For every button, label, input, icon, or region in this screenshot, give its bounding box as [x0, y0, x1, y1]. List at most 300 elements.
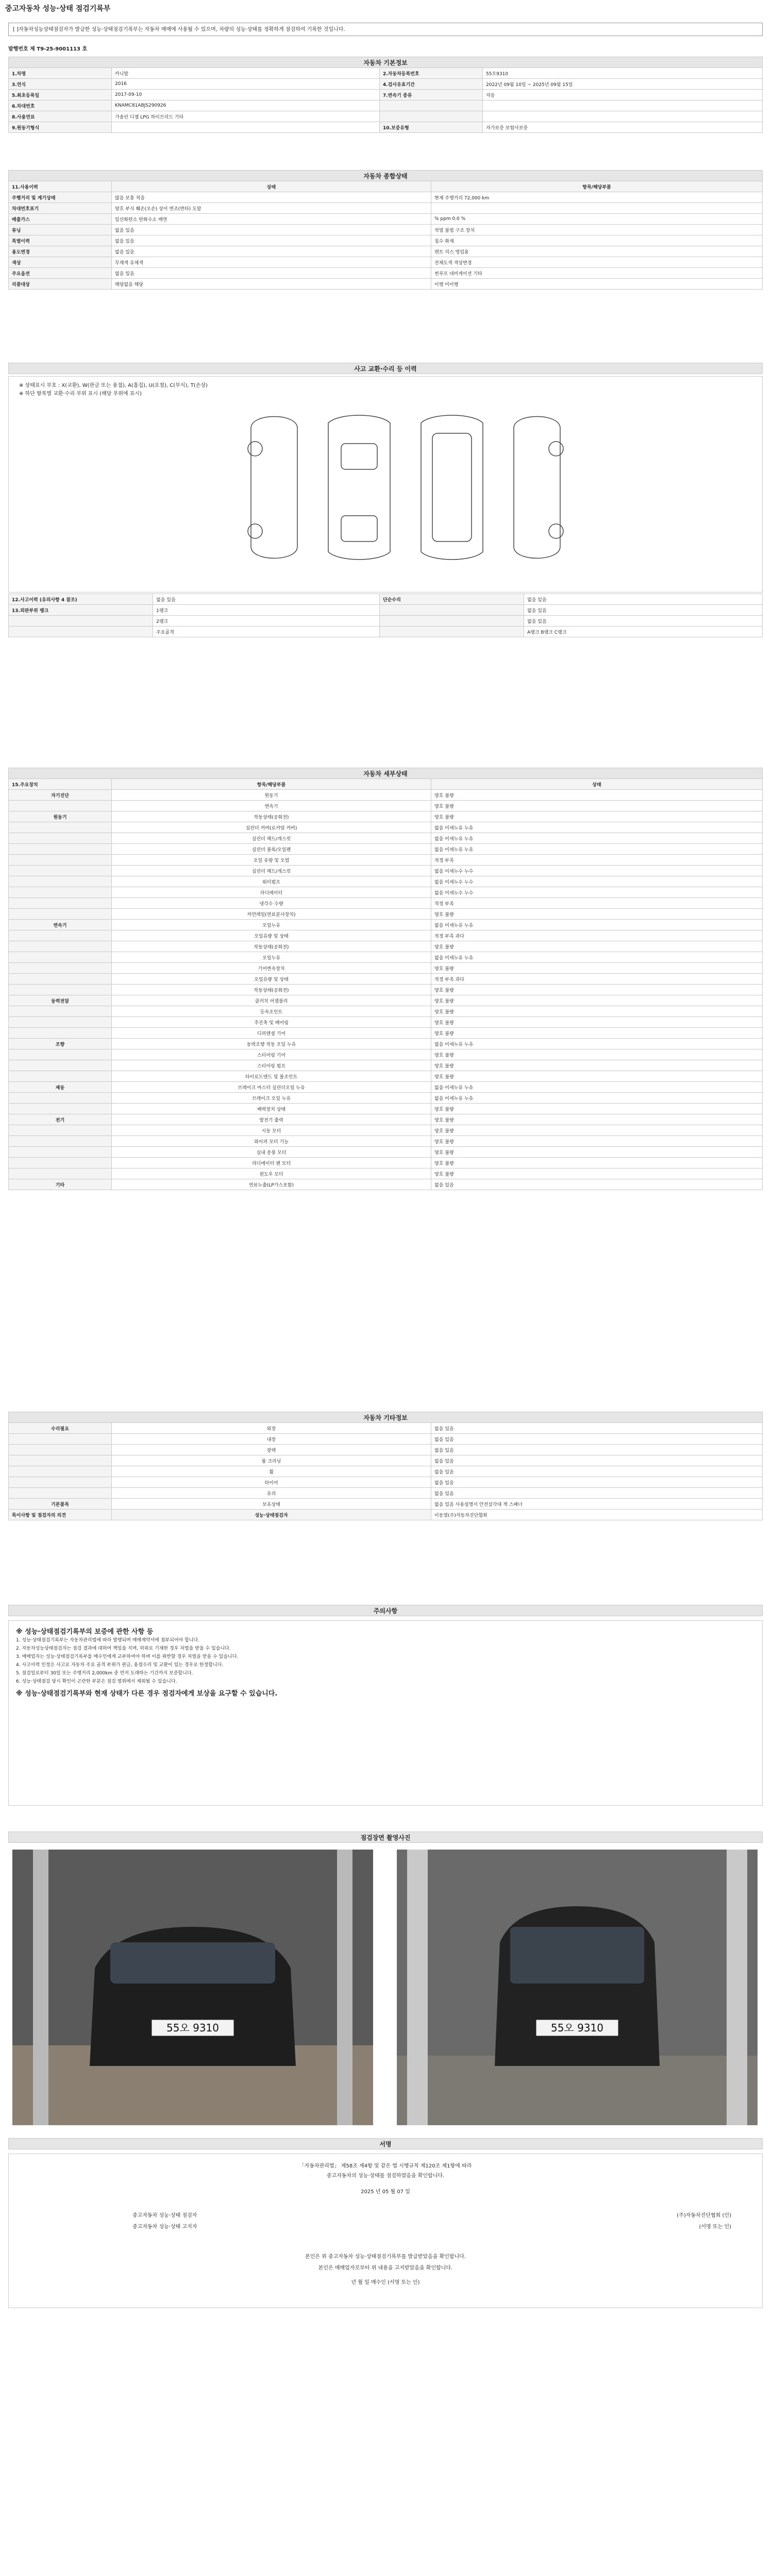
detail-row: [9, 844, 763, 855]
sign-line-4: 본인은 매매업자로부터 위 내용을 고지받았음을 확인합니다.: [318, 2265, 453, 2271]
basic-label-2: 4.검사유효기간: [380, 79, 483, 90]
detail-group: 전기: [9, 1114, 112, 1125]
detail-group: 기타: [9, 1179, 112, 1190]
accident-label-2: [380, 616, 524, 626]
notes-box: [8, 1620, 763, 1806]
detail-state: 양호 불량: [431, 1158, 763, 1168]
section-accident: 사고 교환·수리 등 이력: [9, 363, 763, 374]
detail-state: 적정 부족: [431, 898, 763, 909]
opinion-inspector-value: 이동열(주)자동차진단협회: [431, 1510, 763, 1520]
detail-row: [9, 963, 763, 974]
detail-group: [9, 855, 112, 866]
detail-row: [9, 1060, 763, 1071]
other-group: 수리필요: [9, 1423, 112, 1434]
detail-state: 없음 미세누수 누수: [431, 866, 763, 876]
detail-group: 조향: [9, 1039, 112, 1049]
accident-value: 1랭크: [153, 605, 380, 616]
detail-state: 양호 불량: [431, 985, 763, 995]
detail-group: [9, 844, 112, 855]
detail-row: [9, 1028, 763, 1039]
notifier-value: (서명 또는 인): [699, 2224, 731, 2230]
other-row: [9, 1434, 763, 1445]
detail-group: [9, 952, 112, 963]
other-row: [9, 1455, 763, 1466]
section-sign: 서명: [9, 2139, 763, 2149]
accident-label-2: [380, 605, 524, 616]
basic-row: [9, 68, 763, 79]
detail-group: [9, 930, 112, 941]
detail-item: 변속기: [112, 801, 431, 811]
detail-state: 없음 미세누유 누유: [431, 833, 763, 844]
detail-state: 없음 미세누수 누수: [431, 887, 763, 898]
detail-row: [9, 1168, 763, 1179]
other-item: 휠: [112, 1466, 431, 1477]
inspector-value: (주)자동차진단협회 (인): [677, 2213, 731, 2218]
other-group: [9, 1477, 112, 1488]
detail-group: [9, 876, 112, 887]
basic-label: 8.사용연료: [9, 111, 112, 122]
document-number: 발행번호 제 T9-25-9001113 호: [8, 46, 88, 52]
accident-label: 13.외판부위 랭크: [9, 605, 153, 616]
basic-row: [9, 79, 763, 90]
detail-item: 작동상태(공회전): [112, 811, 431, 822]
basic-value-2: 2022년 09월 10일 ~ 2025년 09월 15일: [483, 79, 763, 90]
detail-item: 동력조향 작동 오일 누유: [112, 1039, 431, 1049]
section-photo: 점검장면 촬영사진: [9, 1832, 763, 1843]
detail-row: [9, 952, 763, 963]
general-item: 이행 미이행: [431, 279, 763, 290]
detail-group: [9, 941, 112, 952]
accident-row: [9, 626, 763, 637]
other-row: [9, 1466, 763, 1477]
detail-row: [9, 1006, 763, 1017]
other-row: [9, 1423, 763, 1434]
detail-item: 스티어링 기어: [112, 1049, 431, 1060]
accident-label-2: 단순수리: [380, 594, 524, 605]
general-item: 썬루프 네비게이션 기타: [431, 268, 763, 279]
detail-group: [9, 1093, 112, 1104]
detail-group: [9, 1060, 112, 1071]
sign-line-2: 중고자동차의 성능·상태를 점검하였음을 확인합니다.: [326, 2173, 445, 2179]
basic-value-2: [483, 100, 763, 111]
detail-group: [9, 898, 112, 909]
detail-group: [9, 963, 112, 974]
detail-item: 라디에이터 팬 모터: [112, 1158, 431, 1168]
general-label: 색상: [9, 257, 112, 268]
detail-head-state: 상태: [431, 779, 763, 790]
basic-value-2: [483, 111, 763, 122]
notes-heading-2: ※ 성능·상태점검기록부와 현재 상태가 다른 경우 점검자에게 보상을 요구할 수 있습니다.: [16, 1690, 278, 1698]
detail-group: [9, 887, 112, 898]
detail-state: 양호 불량: [431, 1136, 763, 1147]
detail-state: 양호 불량: [431, 909, 763, 920]
basic-row: [9, 100, 763, 111]
detail-row: [9, 1017, 763, 1028]
basic-label: 3.연식: [9, 79, 112, 90]
basic-label: 6.차대번호: [9, 100, 112, 111]
general-row: [9, 214, 763, 225]
detail-group: [9, 985, 112, 995]
detail-head-device: 15.주요장치: [9, 779, 112, 790]
basic-label: 1.차명: [9, 68, 112, 79]
general-state: 양호 부식 훼손(오손) 상이 변조(변타) 도말: [112, 203, 431, 214]
basic-label: 5.최초등록일: [9, 90, 112, 100]
detail-state: 양호 불량: [431, 941, 763, 952]
detail-state: 적정 부족 과다: [431, 930, 763, 941]
detail-group: [9, 1136, 112, 1147]
detail-group: [9, 1071, 112, 1082]
general-head-state: 상태: [112, 181, 431, 192]
detail-item: 커먼레일(연료분사장치): [112, 909, 431, 920]
general-label: 튜닝: [9, 225, 112, 235]
other-info-table: [8, 1412, 763, 1520]
detail-group: 제동: [9, 1082, 112, 1093]
detail-group: [9, 1049, 112, 1060]
general-label: 주요옵션: [9, 268, 112, 279]
general-head-history: 11.사용이력: [9, 181, 112, 192]
general-row: [9, 257, 763, 268]
detail-item: 브레이크 마스터 실린더오일 누유: [112, 1082, 431, 1093]
detail-item: 워터펌프: [112, 876, 431, 887]
detail-item: 라디에이터: [112, 887, 431, 898]
detail-state: 없음 미세누유 누유: [431, 822, 763, 833]
detail-state: 양호 불량: [431, 790, 763, 801]
note-item: 1. 성능·상태점검기록부는 자동차관리법에 따라 발행되며 매매계약서에 첨부되어야 합니다.: [16, 1638, 200, 1643]
receiver-line: 년 월 일 매수인 (서명 또는 인): [351, 2280, 420, 2285]
detail-item: 연료누출(LP가스포함): [112, 1179, 431, 1190]
detail-row: [9, 985, 763, 995]
accident-value-2: 없음 있음: [524, 605, 763, 616]
detail-state: 없음 미세누유 누유: [431, 1039, 763, 1049]
other-row: [9, 1499, 763, 1510]
detail-row: [9, 1104, 763, 1114]
section-notes: 주의사항: [9, 1605, 763, 1616]
rear-plate: 55오 9310: [550, 2022, 604, 2034]
basic-label-2: 7.변속기 종류: [380, 90, 483, 100]
general-item: 적법 불법 구조 장치: [431, 225, 763, 235]
detail-state: 양호 불량: [431, 1147, 763, 1158]
general-state: 없음 있음: [112, 225, 431, 235]
detail-item: 스티어링 펌프: [112, 1060, 431, 1071]
detail-row: [9, 1158, 763, 1168]
detail-row: [9, 822, 763, 833]
detail-state: 양호 불량: [431, 1017, 763, 1028]
general-state: 무채색 유채색: [112, 257, 431, 268]
note-item: 5. 점검일로부터 30일 또는 주행거리 2,000km 중 먼저 도래하는 기간까지 보증합니다.: [16, 1671, 193, 1676]
other-item: 타이어: [112, 1477, 431, 1488]
basic-value-2: 자가보증 보험사보증: [483, 122, 763, 133]
detail-state-table: [8, 768, 763, 1190]
basic-row: [9, 111, 763, 122]
accident-label: [9, 626, 153, 637]
detail-state: 없음 미세누수 누수: [431, 876, 763, 887]
basic-value: 가솔린 디젤 LPG 하이브리드 기타: [112, 111, 380, 122]
other-row: [9, 1488, 763, 1499]
detail-row: [9, 855, 763, 866]
detail-item: 발전기 출력: [112, 1114, 431, 1125]
basic-label-2: 10.보증유형: [380, 122, 483, 133]
accident-value-2: 없음 있음: [524, 616, 763, 626]
basic-info-table: [8, 57, 763, 133]
photo-header: [8, 1832, 763, 1843]
detail-state: 양호 불량: [431, 995, 763, 1006]
detail-row: [9, 790, 763, 801]
detail-item: 배력장치 상태: [112, 1104, 431, 1114]
detail-item: 실린더 헤드/개스킷: [112, 866, 431, 876]
detail-item: 오일유량 및 상태: [112, 930, 431, 941]
accident-row: [9, 594, 763, 605]
detail-group: [9, 1168, 112, 1179]
detail-group: [9, 1147, 112, 1158]
detail-state: 양호 불량: [431, 1104, 763, 1114]
section-basic: 자동차 기본정보: [9, 57, 763, 68]
other-state: 없음 있음: [431, 1455, 763, 1466]
inspection-photo-rear: [397, 1850, 758, 2125]
detail-group: [9, 833, 112, 844]
detail-item: 시동 모터: [112, 1125, 431, 1136]
detail-state: 양호 불량: [431, 1060, 763, 1071]
detail-state: 없음 미세누유 누유: [431, 1093, 763, 1104]
detail-state: 없음 미세누유 누유: [431, 844, 763, 855]
inspector-label: 중고자동차 성능·상태 점검자: [132, 2213, 197, 2218]
detail-group: [9, 1028, 112, 1039]
general-row: [9, 246, 763, 257]
detail-row: [9, 833, 763, 844]
document-title: 중고자동차 성능·상태 점검기록부: [5, 5, 111, 13]
accident-label-2: [380, 626, 524, 637]
detail-row: [9, 1179, 763, 1190]
detail-head-item: 항목/해당부품: [112, 779, 431, 790]
other-item: 외장: [112, 1423, 431, 1434]
detail-item: 브레이크 오일 누유: [112, 1093, 431, 1104]
accident-row: [9, 616, 763, 626]
detail-state: 양호 불량: [431, 1028, 763, 1039]
general-label: 배출가스: [9, 214, 112, 225]
notice-box: [ ]자동차성능상태점검자가 발급한 성능·상태점검기록부는 자동차 매매에 사용될 수 있으며, 차량의 성능·상태를 정확하게 점검하여 기록한 것입니다.: [8, 23, 763, 36]
accident-label: 12.사고이력 (유의사항 4 참조): [9, 594, 153, 605]
basic-value: 카니발: [112, 68, 380, 79]
detail-item: 와이퍼 모터 기능: [112, 1136, 431, 1147]
detail-row: [9, 811, 763, 822]
car-diagram-panel: [8, 376, 763, 592]
general-label: 리콜대상: [9, 279, 112, 290]
detail-item: 오일유량 및 상태: [112, 974, 431, 985]
accident-row: [9, 605, 763, 616]
general-head-item: 항목/해당부품: [431, 181, 763, 192]
general-label: 주행거리 및 계기상태: [9, 192, 112, 203]
detail-group: [9, 801, 112, 811]
other-state: 없음 있음: [431, 1488, 763, 1499]
other-group: [9, 1445, 112, 1455]
notes-header: [8, 1605, 763, 1616]
detail-group: [9, 1017, 112, 1028]
detail-item: 기어변속장치: [112, 963, 431, 974]
other-state: 없음 있음: [431, 1466, 763, 1477]
detail-state: 양호 불량: [431, 1125, 763, 1136]
other-item: 광택: [112, 1445, 431, 1455]
general-item: 현재 주행거리 72,000 km: [431, 192, 763, 203]
detail-state: 적정 부족 과다: [431, 974, 763, 985]
inspection-photo-front: [12, 1850, 373, 2125]
detail-row: [9, 876, 763, 887]
detail-item: 추진축 및 베어링: [112, 1017, 431, 1028]
basic-value: 2016: [112, 79, 380, 90]
basic-label: 9.원동기형식: [9, 122, 112, 133]
other-group: [9, 1455, 112, 1466]
accident-table: [8, 594, 763, 637]
detail-state: 양호 불량: [431, 1114, 763, 1125]
general-state: 없음 있음: [112, 268, 431, 279]
general-state: 없음 있음: [112, 246, 431, 257]
detail-item: 실린더 블록/오일팬: [112, 844, 431, 855]
detail-group: [9, 1104, 112, 1114]
detail-item: 윈도우 모터: [112, 1168, 431, 1179]
detail-group: 원동기: [9, 811, 112, 822]
detail-state: 양호 불량: [431, 801, 763, 811]
detail-row: [9, 1049, 763, 1060]
detail-item: 오일누유: [112, 920, 431, 930]
detail-row: [9, 1125, 763, 1136]
other-group: 기본품목: [9, 1499, 112, 1510]
general-state-table: [8, 170, 763, 290]
detail-state: 양호 불량: [431, 811, 763, 822]
other-item: 룸 크리닝: [112, 1455, 431, 1466]
detail-group: 변속기: [9, 920, 112, 930]
basic-value-2: 자동: [483, 90, 763, 100]
detail-item: 실린더 커버(로커암 커버): [112, 822, 431, 833]
general-item: 침수 화재: [431, 235, 763, 246]
other-group: [9, 1488, 112, 1499]
detail-item: 원동기: [112, 790, 431, 801]
detail-row: [9, 995, 763, 1006]
detail-row: [9, 801, 763, 811]
car-outline-diagram: [9, 377, 762, 592]
basic-value: KNAMC81ABJS290926: [112, 100, 380, 111]
other-state: 없음 있음: [431, 1445, 763, 1455]
detail-item: 오일 유량 및 오염: [112, 855, 431, 866]
detail-group: 동력전달: [9, 995, 112, 1006]
detail-row: [9, 1136, 763, 1147]
detail-row: [9, 1114, 763, 1125]
detail-row: [9, 930, 763, 941]
basic-value: 2017-09-10: [112, 90, 380, 100]
legend-line-1: ※ 상태표시 부호 : X(교환), W(판금 또는 용접), A(흠집), U(요철), C(부식), T(손상): [19, 383, 208, 388]
detail-row: [9, 1082, 763, 1093]
general-item: 전체도색 색상변경: [431, 257, 763, 268]
detail-state: 없음 있음: [431, 1179, 763, 1190]
basic-label-2: 2.자동차등록번호: [380, 68, 483, 79]
detail-item: 오일누유: [112, 952, 431, 963]
detail-group: [9, 909, 112, 920]
detail-item: 실린더 헤드/개스킷: [112, 833, 431, 844]
general-label: 차대번호표기: [9, 203, 112, 214]
other-group: [9, 1466, 112, 1477]
other-item: 내장: [112, 1434, 431, 1445]
general-item: % ppm 0.0 %: [431, 214, 763, 225]
general-item: [431, 203, 763, 214]
general-row: [9, 192, 763, 203]
notifier-label: 중고자동차 성능·상태 고지자: [132, 2224, 197, 2230]
notes-heading-1: ※ 성능·상태점검기록부의 보증에 관한 사항 등: [16, 1628, 154, 1636]
general-state: 많음 보통 적음: [112, 192, 431, 203]
detail-state: 없음 미세누유 누유: [431, 1082, 763, 1093]
opinion-label: 특이사항 및 점검자의 의견: [9, 1510, 112, 1520]
detail-group: [9, 1158, 112, 1168]
detail-row: [9, 866, 763, 876]
accident-value-2: A랭크 B랭크 C랭크: [524, 626, 763, 637]
detail-row: [9, 909, 763, 920]
general-state: 일산화탄소 탄화수소 매연: [112, 214, 431, 225]
section-other: 자동차 기타정보: [9, 1412, 763, 1423]
note-item: 2. 자동차성능상태점검자는 점검 결과에 대하여 책임을 지며, 허위로 기재한 경우 처벌을 받을 수 있습니다.: [16, 1646, 231, 1651]
other-row: [9, 1477, 763, 1488]
detail-group: [9, 1125, 112, 1136]
sign-header: [8, 2138, 763, 2149]
detail-item: 냉각수 수량: [112, 898, 431, 909]
general-row: [9, 225, 763, 235]
diagram-legend: [19, 382, 208, 398]
sign-line-1: 「자동차관리법」 제58조 제4항 및 같은 법 시행규칙 제120조 제1항에 따라: [299, 2163, 472, 2169]
detail-row: [9, 974, 763, 985]
basic-label-2: [380, 111, 483, 122]
detail-item: 등속조인트: [112, 1006, 431, 1017]
sign-date: 2025 년 05 월 07 일: [361, 2189, 410, 2195]
car-rear-photo: [397, 1850, 758, 2125]
accident-value: 없음 있음: [153, 594, 380, 605]
other-state: 없음 있음 사용설명서 안전삼각대 잭 스패너: [431, 1499, 763, 1510]
basic-label-2: [380, 100, 483, 111]
detail-item: 디퍼렌셜 기어: [112, 1028, 431, 1039]
detail-state: 양호 불량: [431, 1168, 763, 1179]
detail-state: 양호 불량: [431, 963, 763, 974]
detail-state: 없음 미세누유 누유: [431, 920, 763, 930]
general-row: [9, 279, 763, 290]
detail-row: [9, 920, 763, 930]
basic-row: [9, 122, 763, 133]
accident-value-2: 없음 있음: [524, 594, 763, 605]
detail-row: [9, 1039, 763, 1049]
general-label: 용도변경: [9, 246, 112, 257]
detail-state: 없음 미세누유 누유: [431, 952, 763, 963]
other-state: 없음 있음: [431, 1434, 763, 1445]
basic-value: [112, 122, 380, 133]
detail-item: 작동상태(공회전): [112, 941, 431, 952]
detail-item: 실내 송풍 모터: [112, 1147, 431, 1158]
section-general: 자동차 종합상태: [9, 171, 763, 181]
legend-line-2: ※ 하단 항목별 교환·수리 부위 표시 (해당 부위에 표시): [19, 391, 142, 397]
section-detail: 자동차 세부상태: [9, 768, 763, 779]
detail-group: [9, 866, 112, 876]
sign-line-3: 본인은 위 중고자동차 성능·상태점검기록부를 발급받았음을 확인합니다.: [305, 2254, 466, 2260]
detail-item: 타이로드엔드 및 볼조인트: [112, 1071, 431, 1082]
other-item: 유리: [112, 1488, 431, 1499]
general-state: 해당없음 해당: [112, 279, 431, 290]
detail-group: [9, 822, 112, 833]
other-state: 없음 있음: [431, 1423, 763, 1434]
other-row: [9, 1445, 763, 1455]
front-plate: 55오 9310: [166, 2022, 220, 2034]
detail-row: [9, 887, 763, 898]
detail-state: 양호 불량: [431, 1006, 763, 1017]
detail-row: [9, 1071, 763, 1082]
general-item: 렌트 리스 영업용: [431, 246, 763, 257]
other-item: 보유상태: [112, 1499, 431, 1510]
general-row: [9, 203, 763, 214]
opinion-inspector-label: 성능·상태점검자: [112, 1510, 431, 1520]
accident-value: 2랭크: [153, 616, 380, 626]
detail-item: 클러치 어셈블리: [112, 995, 431, 1006]
detail-row: [9, 898, 763, 909]
